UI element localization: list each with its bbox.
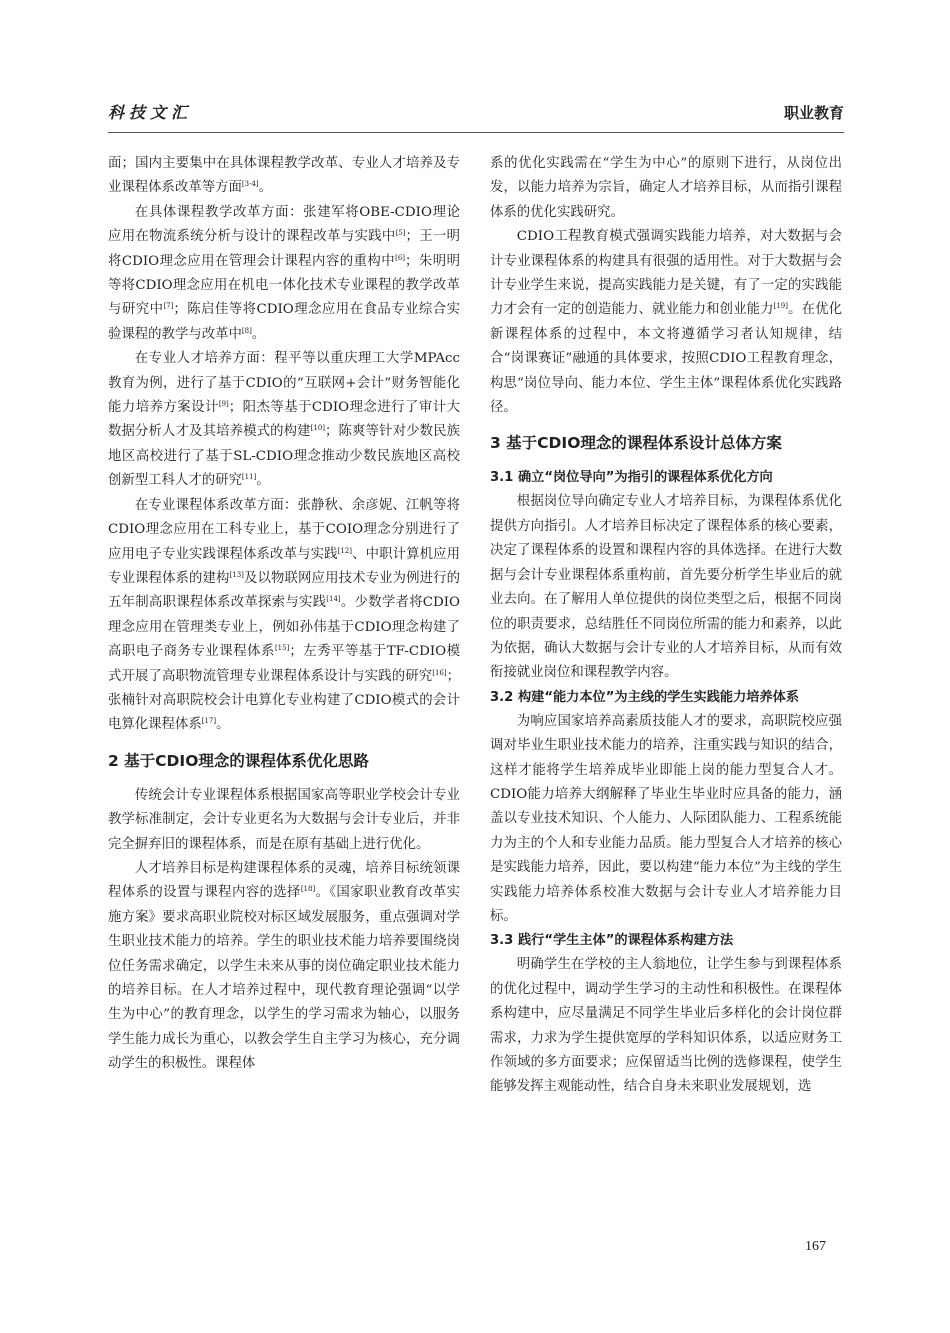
paragraph: 为响应国家培养高素质技能人才的要求，高职院校应强调对毕业生职业技术能力的培养，注重实践与知识的结合，这样才能将学生培养成毕业即能上岗的能力型复合人才。CDIO能力培养大纲解释了毕业生毕业时应具备的能力，涵盖以专业技术知识、个人能力、人际团队能力、工程系统能力为主的个人和专业能力品质。能力型复合人才培养的核心是实践能力培养，因此，要以构建“能力本位”为主线的学生实践能力培养体系校准大数据与会计专业人才培养能力目标。	[490, 713, 842, 924]
subsection-heading: 3.3 践行“学生主体”的课程体系构建方法	[490, 933, 734, 949]
citation: [17]	[201, 717, 217, 726]
citation: [19]	[773, 302, 788, 311]
section-name: 职业教育	[783, 104, 844, 122]
subsection-heading: 3.1 确立“岗位导向”为指引的课程体系优化方向	[490, 470, 773, 486]
paragraph: 在专业课程体系改革方面：张静秋、余彦妮、江帆等将CDIO理念应用在工科专业上，基于COIO理念分别进行了应用电子专业实践课程体系改革与实践[12]、中职计算机应用专业课程体系的建构[13]及以物联网应用技术专业为例进行的五年制高职课程体系改革探索与实践[14]。少数学者将CDIO理念应用在管理类专业上，例如孙伟基于CDIO理念构建了高职电子商务专业课程体系[15]；左秀平等基于TF-CDIO模式开展了高职物流管理专业课程体系设计与实践的研究[16]；张楠针对高职院校会计电算化专业构建了CDIO模式的会计电算化课程体系[17]。	[108, 497, 461, 733]
header-divider	[108, 132, 844, 133]
citation: [15]	[274, 644, 290, 653]
page-header	[108, 96, 844, 130]
citation: [5]	[395, 229, 406, 238]
citation: [14]	[326, 595, 341, 604]
paragraph: 人才培养目标是构建课程体系的灵魂，培养目标统领课程体系的设置与课程内容的选择[18]。《国家职业教育改革实施方案》要求高职业院校对标区域发展服务，重点强调对学生职业技术能力的培养。学生的职业技术能力培养要围绕岗位任务需求确定，以学生未来从事的岗位确定职业技术能力的培养目标。在人才培养过程中，现代教育理论强调“以学生为中心”的教育理念，以学生的学习需求为轴心，以服务学生能力成长为重心，以教会学生自主学习为核心，充分调动学生的积极性。课程体	[108, 860, 460, 1072]
citation: [3-4]	[241, 180, 259, 189]
citation: [7]	[163, 302, 174, 311]
paragraph: 在具体课程教学改革方面：张建军将OBE-CDIO理论应用在物流系统分析与设计的课程改革与实践中[5]；王一明将CDIO理念应用在管理会计课程内容的重构中[6]；朱明明等将CDIO理念应用在机电一体化技术专业课程的教学改革与研究中[7]；陈启佳等将CDIO理念应用在食品专业综合实验课程的教学与改革中[8]。	[108, 204, 461, 342]
right-column	[490, 152, 842, 1100]
citation: [10]	[310, 424, 326, 433]
paragraph: 面；国内主要集中在具体课程教学改革、专业人才培养及专业课程体系改革等方面[3-4]。	[108, 156, 460, 196]
page-number: 167	[805, 1239, 826, 1254]
citation: [6]	[395, 253, 406, 262]
paragraph: 传统会计专业课程体系根据国家高等职业学校会计专业教学标准制定，会计专业更名为大数据与会计专业后，并非完全摒弃旧的课程体系，而是在原有基础上进行优化。	[108, 787, 460, 852]
journal-logo: 科技文汇	[108, 103, 193, 122]
citation: [13]	[229, 570, 244, 579]
citation: [18]	[300, 885, 316, 894]
left-column	[108, 152, 460, 1077]
section-heading: 2 基于CDIO理念的课程体系优化思路	[108, 751, 369, 770]
paragraph: 明确学生在学校的主人翁地位，让学生参与到课程体系的优化过程中，调动学生学习的主动性和积极性。在课程体系构建中，应尽量满足不同学生毕业后多样化的会计岗位群需求，力求为学生提供宽厚的学科知识体系，以适应财务工作领域的多方面要求；应保留适当比例的选修课程，使学生能够发挥主观能动性，结合自身未来职业发展规划，选	[490, 957, 842, 1095]
citation: [8]	[241, 326, 252, 335]
paragraph: 根据岗位导向确定专业人才培养目标，为课程体系优化提供方向指引。人才培养目标决定了课程体系的核心要素，决定了课程体系的设置和课程内容的具体选择。在进行大数据与会计专业课程体系重构前，首先要分析学生毕业后的就业去向。在了解用人单位提供的岗位类型之后，根据不同岗位的职责要求，总结胜任不同岗位所需的能力和素养，以此为依据，确认大数据与会计专业的人才培养目标，从而有效衔接就业岗位和课程教学内容。	[490, 494, 842, 681]
citation: [12]	[337, 546, 352, 555]
subsection-heading: 3.2 构建“能力本位”为主线的学生实践能力培养体系	[490, 689, 800, 705]
citation: [16]	[432, 668, 447, 677]
paragraph: 在专业人才培养方面：程平等以重庆理工大学MPAcc教育为例，进行了基于CDIO的“互联网+会计”财务智能化能力培养方案设计[9]；阳杰等基于CDIO理念进行了审计大数据分析人才及其培养模式的构建[10]；陈爽等针对少数民族地区高校进行了基于SL-CDIO理念推动少数民族地区高校创新型工科人才的研究[11]。	[108, 351, 461, 489]
paragraph: CDIO工程教育模式强调实践能力培养，对大数据与会计专业课程体系的构建具有很强的适用性。对于大数据与会计专业学生来说，提高实践能力是关键，有了一定的实践能力才会有一定的创造能力、就业能力和创业能力[19]。在优化新课程体系的过程中，本文将遵循学习者认知规律，结合“岗课赛证”融通的具体要求，按照CDIO工程教育理念，构思“岗位导向、能力本位、学生主体”课程体系优化实践路径。	[490, 229, 843, 416]
citation: [9]	[218, 400, 229, 409]
paragraph: 系的优化实践需在“学生为中心”的原则下进行，从岗位出发，以能力培养为宗旨，确定人才培养目标，从而指引课程体系的优化实践研究。	[490, 156, 842, 220]
citation: [11]	[241, 473, 257, 482]
section-heading: 3 基于CDIO理念的课程体系设计总体方案	[490, 434, 782, 453]
